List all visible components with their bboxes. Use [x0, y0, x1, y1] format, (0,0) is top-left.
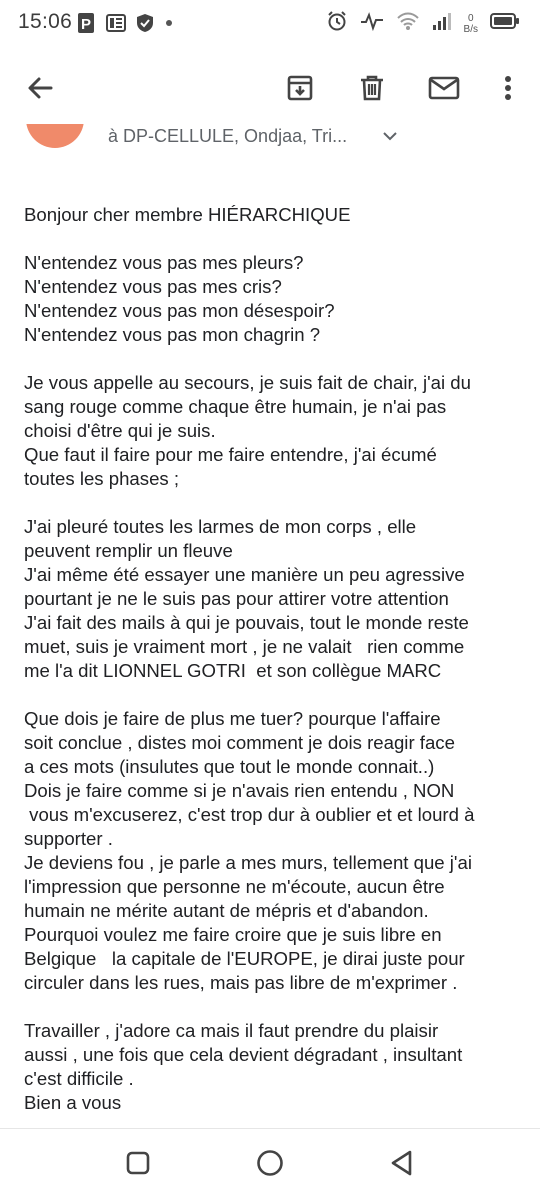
email-line: Que dois je faire de plus me tuer? pourque l'affaire	[24, 708, 441, 729]
email-line: vous m'excuserez, c'est trop dur à oublier et et lourd à	[24, 804, 475, 825]
mark-unread-button[interactable]	[422, 68, 466, 112]
wifi-icon	[396, 10, 420, 37]
email-paragraph	[24, 371, 524, 491]
email-line: me l'a dit LIONNEL GOTRI et son collègue MARC	[24, 660, 442, 681]
email-line: toutes les phases ;	[24, 468, 180, 489]
email-line: J'ai fait des mails à qui je pouvais, tout le monde reste	[24, 612, 469, 633]
email-line: J'ai pleuré toutes les larmes de mon corps , elle	[24, 516, 417, 537]
status-time: 15:06	[18, 10, 73, 33]
battery-icon	[490, 12, 520, 35]
email-line: Que faut il faire pour me faire entendre, j'ai écumé	[24, 444, 437, 465]
status-right-icons	[326, 10, 520, 37]
email-line: pourtant je ne le suis pas pour attirer votre attention	[24, 588, 449, 609]
recents-button[interactable]	[120, 1147, 156, 1183]
signal-icon	[432, 10, 452, 37]
delete-button[interactable]	[350, 68, 394, 112]
email-line: N'entendez vous pas mon chagrin ?	[24, 324, 321, 345]
email-paragraph	[24, 251, 524, 347]
mail-icon	[428, 74, 460, 107]
alarm-icon	[326, 10, 348, 37]
email-line: choisi d'être qui je suis.	[24, 420, 216, 441]
email-line: Dois je faire comme si je n'avais rien entendu , NON	[24, 780, 455, 801]
dot-icon	[164, 13, 174, 38]
shield-check-icon	[136, 13, 154, 38]
email-line: Belgique la capitale de l'EUROPE, je dirai juste pour	[24, 948, 465, 969]
navigation-bar	[0, 1128, 540, 1201]
email-paragraph	[24, 203, 524, 227]
email-line: N'entendez vous pas mon désespoir?	[24, 300, 335, 321]
home-button[interactable]	[252, 1147, 288, 1183]
recents-square-icon	[125, 1150, 151, 1181]
parking-icon	[78, 13, 96, 38]
trash-icon	[358, 74, 386, 107]
email-line: Bien a vous	[24, 1092, 122, 1113]
chevron-down-icon[interactable]	[380, 126, 400, 151]
activity-icon	[360, 10, 384, 37]
back-button[interactable]	[18, 68, 62, 112]
status-bar	[0, 0, 540, 48]
email-paragraph	[24, 515, 524, 683]
back-triangle-icon	[389, 1149, 415, 1182]
email-line: N'entendez vous pas mes cris?	[24, 276, 282, 297]
email-line: soit conclue , distes moi comment je dois reagir face	[24, 732, 455, 753]
email-paragraph	[24, 707, 524, 995]
email-line: supporter .	[24, 828, 113, 849]
network-speed-unit: B/s	[463, 23, 478, 35]
archive-icon	[286, 74, 314, 107]
email-line: Bonjour cher membre HIÉRARCHIQUE	[24, 204, 351, 225]
email-line: a ces mots (insulutes que tout le monde connait..)	[24, 756, 435, 777]
email-body	[24, 203, 524, 1139]
network-speed-value: 0	[467, 12, 474, 24]
email-line: l'impression que personne ne m'écoute, aucun être	[24, 876, 445, 897]
email-line: Je deviens fou , je parle a mes murs, tellement que j'ai	[24, 852, 472, 873]
system-back-button[interactable]	[384, 1147, 420, 1183]
email-line: humain ne mérite autant de mépris et d'abandon.	[24, 900, 429, 921]
email-paragraph	[24, 1019, 524, 1115]
email-line: circuler dans les rues, mais pas libre de m'exprimer .	[24, 972, 458, 993]
mail-toolbar	[0, 48, 540, 132]
email-line: aussi , une fois que cela devient dégradant , insultant	[24, 1044, 463, 1065]
recipient-row[interactable]	[0, 124, 540, 154]
email-line: Pourquoi voulez me faire croire que je suis libre en	[24, 924, 442, 945]
email-line: J'ai même été essayer une manière un peu agressive	[24, 564, 465, 585]
email-line: Travailler , j'adore ca mais il faut prendre du plaisir	[24, 1020, 439, 1041]
email-line: Je vous appelle au secours, je suis fait de chair, j'ai du	[24, 372, 471, 393]
news-icon	[106, 13, 126, 38]
archive-button[interactable]	[278, 68, 322, 112]
home-circle-icon	[255, 1148, 285, 1183]
email-line: N'entendez vous pas mes pleurs?	[24, 252, 304, 273]
back-arrow-icon	[26, 74, 54, 107]
status-left-icons	[78, 13, 174, 38]
svg-text:P: P	[81, 16, 92, 33]
more-options-button[interactable]	[486, 68, 530, 112]
email-line: muet, suis je vraiment mort , je ne valait rien comme	[24, 636, 465, 657]
more-vert-icon	[503, 74, 513, 107]
email-line: sang rouge comme chaque être humain, je n'ai pas	[24, 396, 447, 417]
email-line: peuvent remplir un fleuve	[24, 540, 233, 561]
avatar	[26, 124, 84, 148]
email-line: c'est difficile .	[24, 1068, 134, 1089]
network-speed	[464, 13, 478, 35]
recipient-text: à DP-CELLULE, Ondjaa, Tri...	[108, 126, 348, 146]
